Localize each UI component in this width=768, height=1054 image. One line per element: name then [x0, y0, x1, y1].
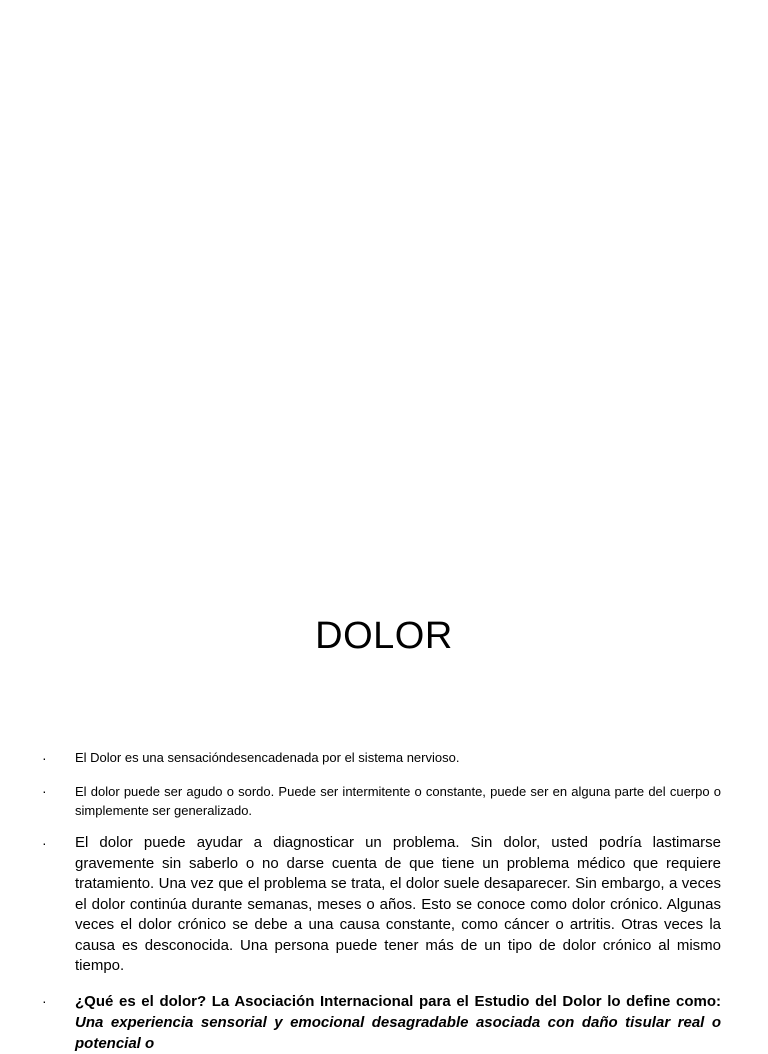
- bullet-item: [0, 748, 768, 768]
- bullet-text: El dolor puede ser agudo o sordo. Puede ser intermitente o constante, puede ser en alguna parte del cuerpo o simplemente ser generalizado.: [75, 784, 721, 818]
- bullet-dot: ·: [42, 783, 47, 799]
- bullet-list: [0, 748, 768, 1054]
- bullet-dot: ·: [42, 750, 47, 766]
- bullet-item: [0, 833, 768, 977]
- bullet-text-bold-italic: Una experiencia sensorial y emocional desagradable asociada con daño tisular real o potencial o: [75, 1013, 721, 1052]
- bullet-text: El Dolor es una sensacióndesencadenada por el sistema nervioso.: [75, 750, 460, 765]
- bullet-text-bold: ¿Qué es el dolor? La Asociación Internacional para el Estudio del Dolor lo define como:: [75, 992, 721, 1010]
- bullet-item: [0, 782, 768, 820]
- bullet-text: El dolor puede ayudar a diagnosticar un problema. Sin dolor, usted podría lastimarse gravemente sin saberlo o no darse cuenta de que tiene un problema médico que requiere tratamiento. Una vez que el problema se trata, el dolor suele desaparecer. Sin embargo, a veces el dolor continúa durante semanas, meses o años. Esto se conoce como dolor crónico. Algunas veces el dolor crónico se debe a una causa constante, como cáncer o artritis. Otras veces la causa es desconocida. Una persona puede tener más de un tipo de dolor crónico al mismo tiempo.: [75, 834, 721, 974]
- bullet-item: [0, 991, 768, 1054]
- bullet-dot: ·: [42, 835, 47, 851]
- bullet-dot: ·: [42, 992, 47, 1009]
- page-title: DOLOR: [315, 615, 453, 657]
